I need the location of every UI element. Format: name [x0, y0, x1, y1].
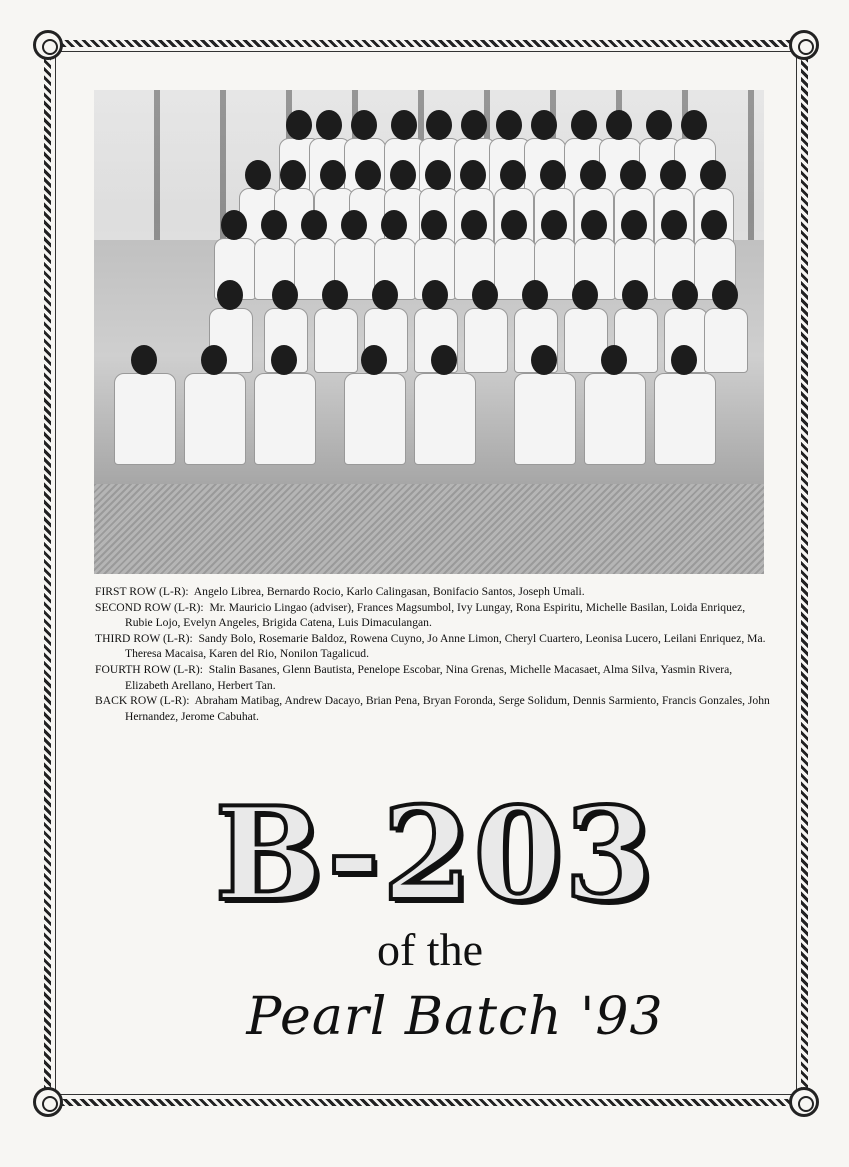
student-head — [601, 345, 627, 375]
student-head — [431, 345, 457, 375]
student-head — [361, 345, 387, 375]
student-head — [581, 210, 607, 240]
caption-row-names: Stalin Basanes, Glenn Bautista, Penelope Escobar, Nina Grenas, Michelle Macasaet, Alma Silva, Yasmin Rivera, Elizabeth Arellano, Herbert Tan. — [125, 662, 733, 692]
student-head — [341, 210, 367, 240]
student-head — [272, 280, 298, 310]
student-head — [351, 110, 377, 140]
student-head — [461, 210, 487, 240]
student-head — [261, 210, 287, 240]
student-head — [672, 280, 698, 310]
student-head — [286, 110, 312, 140]
student-shirt — [344, 373, 406, 465]
student-head — [500, 160, 526, 190]
student-head — [541, 210, 567, 240]
student-head — [671, 345, 697, 375]
student-shirt — [114, 373, 176, 465]
student-head — [681, 110, 707, 140]
student-head — [522, 280, 548, 310]
caption-row-back — [95, 693, 770, 724]
student-head — [316, 110, 342, 140]
student-head — [460, 160, 486, 190]
class-group-photo — [94, 90, 764, 574]
photo-ground — [94, 484, 764, 574]
caption-row-label: BACK ROW (L-R): — [95, 694, 190, 708]
student-head — [661, 210, 687, 240]
student-shirt — [514, 373, 576, 465]
student-head — [201, 345, 227, 375]
student-head — [531, 345, 557, 375]
caption-row-names: Sandy Bolo, Rosemarie Baldoz, Rowena Cuyno, Jo Anne Limon, Cheryl Cuartero, Leonisa Lucero, Leilani Enriquez, Ma. Theresa Macaisa, Karen del Rio, Nonilon Tagalicud. — [125, 631, 766, 661]
caption-row-third — [95, 631, 770, 662]
caption-row-first — [95, 584, 770, 600]
section-title: B-203 — [214, 780, 656, 930]
student-head — [301, 210, 327, 240]
caption-row-label: FOURTH ROW (L-R): — [95, 662, 203, 676]
caption-row-second — [95, 600, 770, 631]
student-head — [390, 160, 416, 190]
student-head — [217, 280, 243, 310]
student-head — [622, 280, 648, 310]
student-head — [381, 210, 407, 240]
student-head — [621, 210, 647, 240]
caption-row-names: Mr. Mauricio Lingao (adviser), Frances Magsumbol, Ivy Lungay, Rona Espiritu, Michelle Basilan, Loida Enriquez, Rubie Lojo, Evelyn Angeles, Brigida Catena, Luis Dimaculangan. — [125, 600, 746, 630]
caption-row-label: THIRD ROW (L-R): — [95, 631, 193, 645]
student-head — [245, 160, 271, 190]
title-connector: of the — [376, 924, 483, 975]
student-head — [322, 280, 348, 310]
student-head — [540, 160, 566, 190]
batch-title: Pearl Batch '93 — [246, 987, 664, 1047]
student-head — [472, 280, 498, 310]
student-shirt — [584, 373, 646, 465]
caption-row-names: Angelo Librea, Bernardo Rocio, Karlo Calingasan, Bonifacio Santos, Joseph Umali. — [193, 585, 585, 598]
rope-knot-bottom-left — [33, 1087, 63, 1117]
student-head — [280, 160, 306, 190]
photo-caption — [95, 584, 770, 724]
student-head — [320, 160, 346, 190]
student-head — [221, 210, 247, 240]
caption-row-label: SECOND ROW (L-R): — [95, 600, 204, 614]
student-head — [700, 160, 726, 190]
student-shirt — [414, 373, 476, 465]
student-head — [461, 110, 487, 140]
student-head — [131, 345, 157, 375]
student-head — [531, 110, 557, 140]
caption-row-label: FIRST ROW (L-R): — [95, 585, 189, 598]
student-shirt — [704, 308, 748, 373]
student-shirt — [254, 373, 316, 465]
student-head — [580, 160, 606, 190]
student-head — [425, 160, 451, 190]
rope-knot-top-right — [789, 30, 819, 60]
student-head — [372, 280, 398, 310]
rope-knot-top-left — [33, 30, 63, 60]
student-head — [501, 210, 527, 240]
student-head — [496, 110, 522, 140]
student-head — [606, 110, 632, 140]
student-head — [572, 280, 598, 310]
student-head — [421, 210, 447, 240]
student-shirt — [654, 373, 716, 465]
student-head — [712, 280, 738, 310]
student-head — [571, 110, 597, 140]
student-head — [660, 160, 686, 190]
student-head — [646, 110, 672, 140]
student-head — [391, 110, 417, 140]
rope-knot-bottom-right — [789, 1087, 819, 1117]
student-shirt — [464, 308, 508, 373]
student-head — [426, 110, 452, 140]
caption-row-fourth — [95, 662, 770, 693]
student-head — [701, 210, 727, 240]
student-shirt — [314, 308, 358, 373]
student-head — [620, 160, 646, 190]
student-head — [422, 280, 448, 310]
caption-row-names: Abraham Matibag, Andrew Dacayo, Brian Pena, Bryan Foronda, Serge Solidum, Dennis Sarmiento, Francis Gonzales, John Hernandez, Jerome Cabuhat. — [125, 694, 770, 723]
student-head — [355, 160, 381, 190]
student-shirt — [184, 373, 246, 465]
student-head — [271, 345, 297, 375]
